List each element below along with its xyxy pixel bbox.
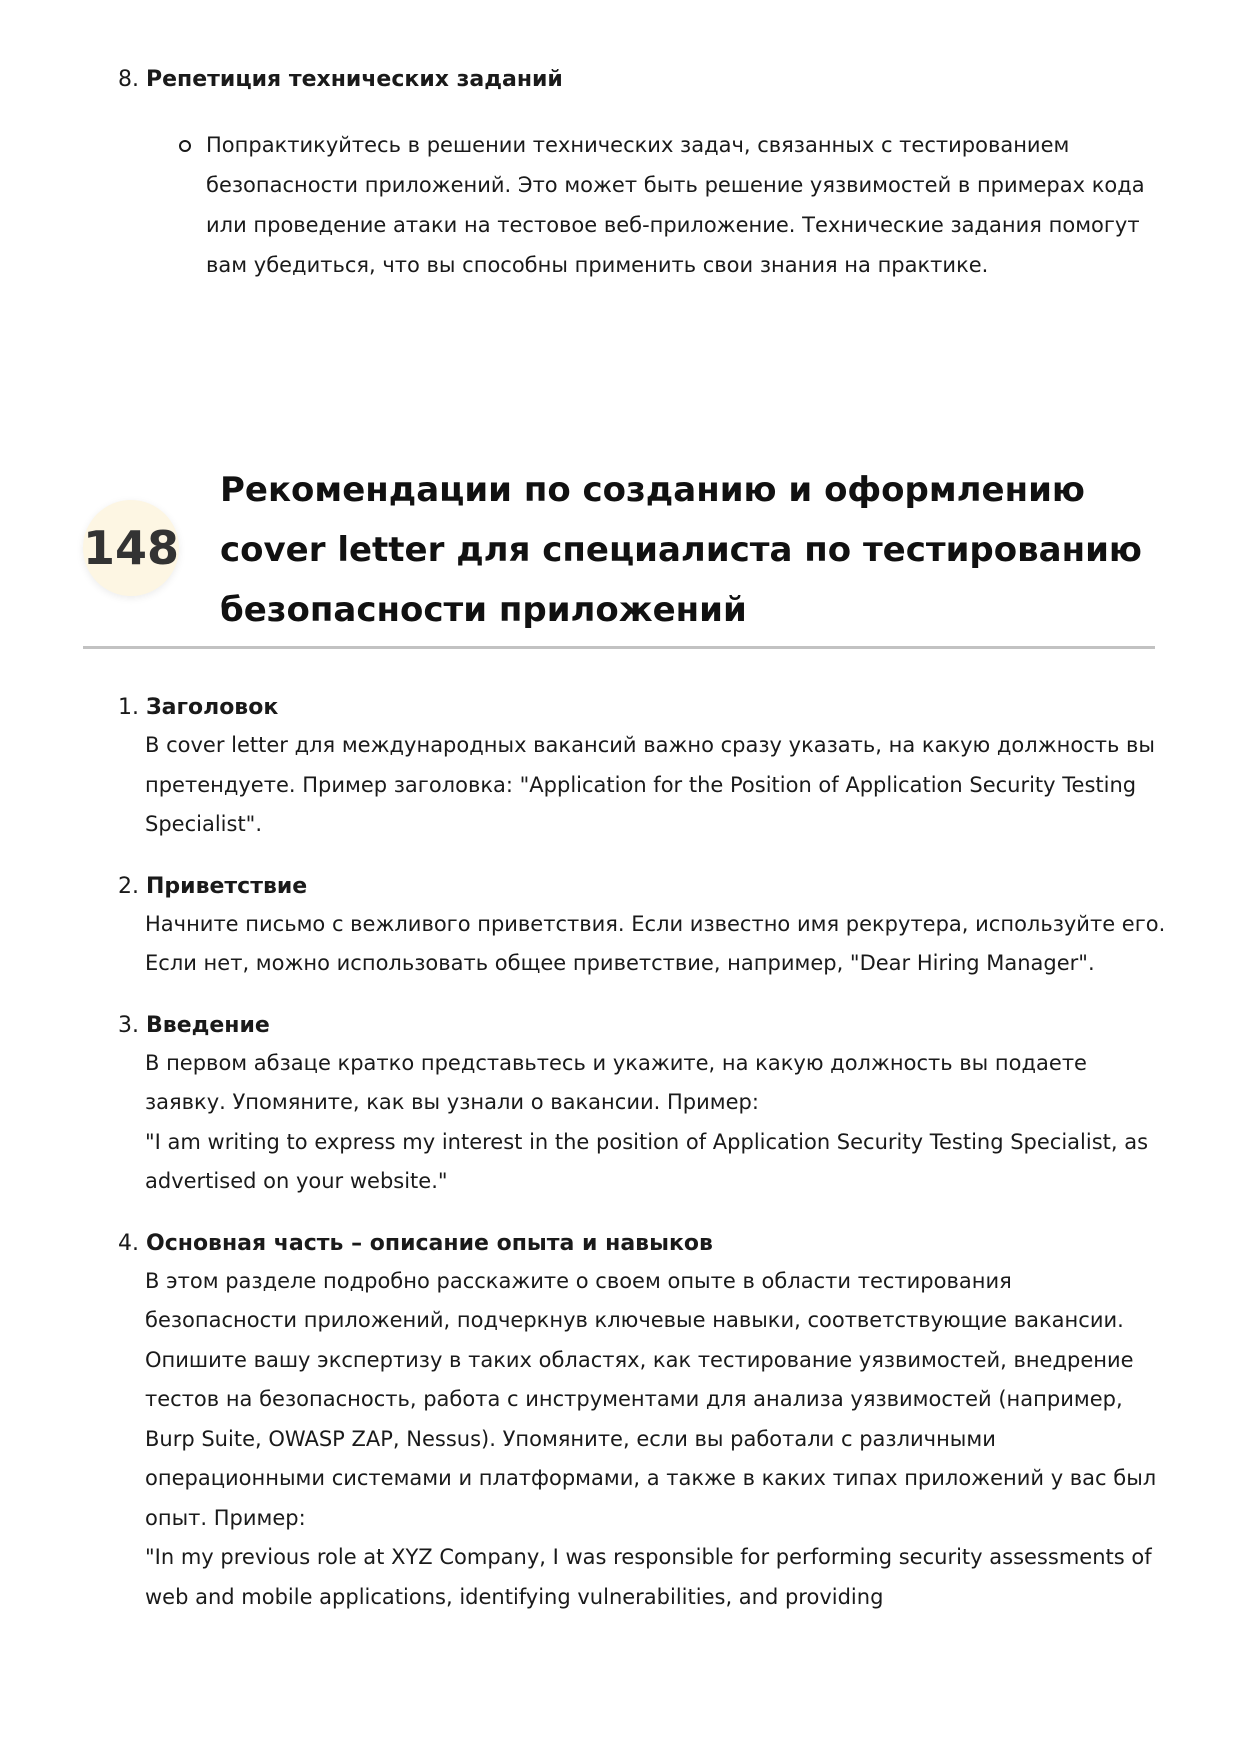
recommendations-list bbox=[118, 690, 1168, 1641]
list-item-body bbox=[118, 726, 1168, 845]
hollow-bullet-icon bbox=[179, 140, 191, 152]
list-item-title: Репетиция технических заданий bbox=[146, 67, 563, 92]
list-item-body bbox=[118, 1262, 1168, 1618]
list-item-example-quote: "I am writing to express my interest in the position of Application Security Testing Specialist, as advertised on your website." bbox=[145, 1129, 1149, 1193]
list-item-paragraph: В cover letter для международных вакансий важно сразу указать, на какую должность вы претендуете. Пример заголовка: "Application for the Position of Application Security Testing Specialist". bbox=[145, 733, 1155, 836]
list-item-number: 1. bbox=[118, 695, 139, 720]
list-item-heading bbox=[118, 62, 1168, 98]
sub-bullet-list bbox=[206, 125, 1166, 285]
list-item-number: 2. bbox=[118, 873, 139, 899]
previous-list-item bbox=[118, 62, 1168, 98]
list-item-number: 8. bbox=[118, 67, 139, 92]
list-item-heading bbox=[118, 690, 1168, 726]
section-title: Рекомендации по созданию и оформлению cover letter для специалиста по тестированию безопасности приложений bbox=[220, 470, 1142, 630]
list-item-number: 3. bbox=[118, 1012, 139, 1038]
list-item-example-quote: "In my previous role at XYZ Company, I was responsible for performing security assessments of web and mobile applications, identifying vulnerabilities, and providing bbox=[145, 1545, 1152, 1609]
list-item-heading bbox=[118, 1008, 1168, 1044]
section-divider bbox=[83, 646, 1155, 649]
list-item-paragraph: В первом абзаце кратко представьтесь и укажите, на какую должность вы подаете заявку. Упомяните, как вы узнали о вакансии. Пример: bbox=[145, 1050, 1087, 1114]
list-item-title: Заголовок bbox=[146, 695, 279, 720]
list-item-title: Приветствие bbox=[146, 873, 308, 899]
list-item-number: 4. bbox=[118, 1230, 139, 1256]
sub-bullet-item bbox=[206, 125, 1166, 285]
list-item-heading bbox=[118, 1226, 1168, 1262]
list-item-heading bbox=[118, 869, 1168, 905]
list-item-paragraph: В этом разделе подробно расскажите о своем опыте в области тестирования безопасности приложений, подчеркнув ключевые навыки, соответствующие вакансии. Опишите вашу экспертизу в таких областях, как тестирование уязвимостей, внедрение тестов на безопасность, работа с инструментами для анализа уязвимостей (например, Burp Suite, OWASP ZAP, Nessus). Упомяните, если вы работали с различными операционными системами и платформами, а также в каких типах приложений у вас был опыт. Пример: bbox=[145, 1268, 1157, 1530]
list-item bbox=[118, 1226, 1168, 1618]
list-item-body bbox=[118, 1044, 1168, 1202]
sub-bullet-text: Попрактикуйтесь в решении технических задач, связанных с тестированием безопасности приложений. Это может быть решение уязвимостей в примерах кода или проведение атаки на тестовое веб-приложение. Технические задания помогут вам убедиться, что вы способны применить свои знания на практике. bbox=[206, 133, 1145, 277]
list-item bbox=[118, 690, 1168, 845]
list-item-body bbox=[118, 905, 1168, 984]
section-number-badge: 148 bbox=[83, 500, 179, 596]
list-item-paragraph: Начните письмо с вежливого приветствия. Если известно имя рекрутера, используйте его. Если нет, можно использовать общее приветствие, например, "Dear Hiring Manager". bbox=[145, 911, 1166, 975]
list-item bbox=[118, 869, 1168, 984]
list-item-title: Основная часть – описание опыта и навыков bbox=[146, 1230, 713, 1256]
list-item bbox=[118, 1008, 1168, 1202]
list-item-title: Введение bbox=[146, 1012, 270, 1038]
section-header bbox=[83, 460, 1163, 650]
